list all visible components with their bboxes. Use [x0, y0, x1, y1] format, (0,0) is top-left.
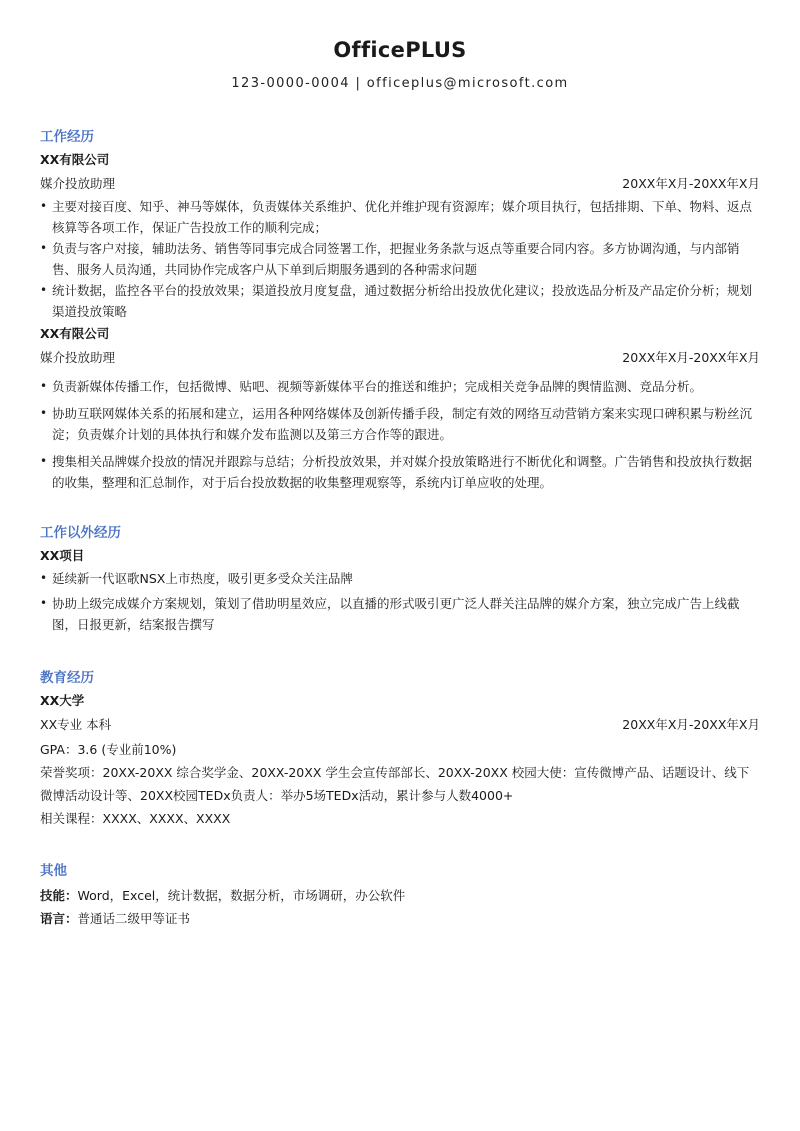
language-value: 普通话二级甲等证书 [77, 911, 191, 926]
courses: 相关课程：XXXX、XXXX、XXXX [40, 811, 231, 826]
job-date: 20XX年X月-20XX年X月 [622, 176, 760, 191]
job-duties [40, 376, 760, 493]
duty-item: • 搜集相关品牌媒介投放的情况并跟踪与总结；分析投放效果，并对媒介投放策略进行不断优化和调整。广告销售和投放执行数据的收集，整理和汇总制作，对于后台投放数据的收集整理观察等，系统内订单应收的处理。 [40, 451, 760, 493]
work-section [40, 126, 760, 493]
project-name: XX项目 [40, 548, 85, 563]
education-row [40, 713, 760, 737]
language-label: 语言： [40, 911, 78, 926]
job-row [40, 346, 760, 370]
skills-label: 技能： [40, 888, 78, 903]
section-title-work: 工作经历 [40, 129, 94, 145]
section-title-others: 其他 [40, 863, 67, 879]
project-item: • 延续新一代讴歌NSX上市热度，吸引更多受众关注品牌 [40, 568, 760, 589]
duty-item: • 负责与客户对接，辅助法务、销售等同事完成合同签署工作，把握业务条款与返点等重要合同内容。多方协调沟通，与内部销售、服务人员沟通，共同协作完成客户从下单到后期服务遇到的各种需求问题 [40, 238, 760, 280]
duty-item: • 负责新媒体传播工作，包括微博、贴吧、视频等新媒体平台的推送和维护；完成相关竞争品牌的舆情监测、竞品分析。 [40, 376, 760, 397]
duty-item: • 统计数据，监控各平台的投放效果；渠道投放月度复盘，通过数据分析给出投放优化建议；投放选品分析及产品定价分析；规划渠道投放策略 [40, 280, 760, 322]
section-title-other-experience: 工作以外经历 [40, 525, 121, 541]
company-name: XX有限公司 [40, 152, 110, 167]
job-duties [40, 196, 760, 322]
duty-item: • 主要对接百度、知乎、神马等媒体，负责媒体关系维护、优化并维护现有资源库；媒介项目执行，包括排期、下单、物料、返点核算等各项工作，保证广告投放工作的顺利完成； [40, 196, 760, 238]
job-role: 媒介投放助理 [40, 350, 116, 365]
language-line [40, 907, 760, 930]
gpa: GPA：3.6 (专业前10%) [40, 742, 177, 757]
others-section [40, 860, 760, 930]
honors: 荣誉奖项：20XX-20XX 综合奖学金、20XX-20XX 学生会宣传部部长、20XX-20XX 校园大使：宣传微博产品、话题设计、线下微博活动设计等、20XX校园TEDx负责人：举办5场TEDx活动，累计参与人数4000+ [40, 765, 750, 803]
education-section [40, 667, 760, 830]
major: XX专业 本科 [40, 717, 112, 732]
project-duties [40, 568, 760, 635]
education-date: 20XX年X月-20XX年X月 [622, 717, 760, 732]
duty-item: • 协助互联网媒体关系的拓展和建立，运用各种网络媒体及创新传播手段，制定有效的网络互动营销方案来实现口碑积累与粉丝沉淀；负责媒介计划的具体执行和媒介发布监测以及第三方合作等的跟进。 [40, 403, 760, 445]
other-experience-section [40, 522, 760, 635]
project-item: • 协助上级完成媒介方案规划，策划了借助明星效应，以直播的形式吸引更广泛人群关注品牌的媒介方案，独立完成广告上线截图，日报更新，结案报告撰写 [40, 593, 760, 635]
job-role: 媒介投放助理 [40, 176, 116, 191]
resume-name: OfficePLUS [333, 38, 467, 62]
skills-value: Word，Excel，统计数据，数据分析，市场调研，办公软件 [77, 888, 406, 903]
school-name: XX大学 [40, 693, 85, 708]
job-row [40, 172, 760, 196]
contact-info: 123-0000-0004 | officeplus@microsoft.com [231, 76, 569, 91]
skills-line [40, 884, 760, 907]
job-date: 20XX年X月-20XX年X月 [622, 350, 760, 365]
section-title-education: 教育经历 [40, 670, 94, 686]
company-name: XX有限公司 [40, 326, 110, 341]
